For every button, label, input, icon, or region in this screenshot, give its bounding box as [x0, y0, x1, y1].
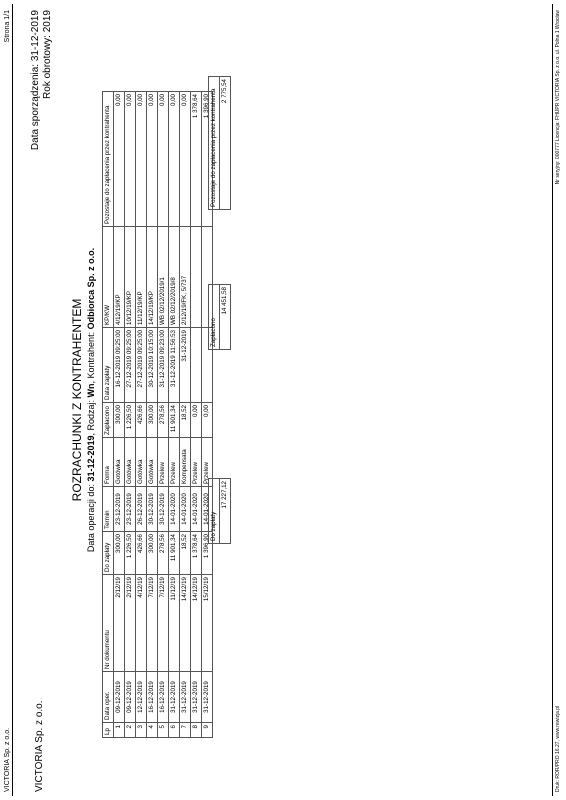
- table-cell: 16-12-2019: [158, 672, 169, 723]
- table-cell: Gotówka: [114, 438, 125, 487]
- table-cell: 30-12-2019: [147, 487, 158, 532]
- table-cell: 11/12/19/KP: [136, 227, 147, 328]
- table-cell: 30-12-2019 10:15:00: [147, 328, 158, 403]
- table-cell: 10/12/19/KP: [125, 227, 136, 328]
- table-cell: 1: [114, 723, 125, 738]
- table-cell: 31-12-2019: [180, 672, 191, 723]
- table-row: [136, 92, 147, 738]
- table-cell: Przelew: [202, 438, 213, 487]
- table-cell: 2/12/19/FK, 5/737: [180, 227, 191, 328]
- page-number: Strona 1/1: [4, 10, 11, 43]
- table-cell: 426,66: [136, 532, 147, 575]
- footer-right: Nr seryjny: 000777 Licencja: FHUPR VICTORIA Sp. z o.o. ul. Polna 1 Wrocław: [555, 10, 561, 185]
- table-cell: 14-01-2020: [202, 487, 213, 532]
- table-cell: 15/12/19: [202, 575, 213, 672]
- table-cell: Gotówka: [125, 438, 136, 487]
- table-cell: 0,00: [180, 92, 191, 227]
- table-cell: 2/12/19: [125, 575, 136, 672]
- table-cell: WB 02/12/2019/1: [158, 227, 169, 328]
- table-cell: 2/12/19: [114, 575, 125, 672]
- subtitle-prefix: Data operacji do:: [86, 481, 96, 553]
- subtitle-date: 31-12-2019: [86, 435, 96, 482]
- table-cell: 2: [125, 723, 136, 738]
- total-paid-box: [208, 284, 231, 350]
- table-cell: 0,00: [191, 403, 202, 438]
- company-name: VICTORIA Sp. z o.o.: [34, 700, 45, 792]
- table-cell: 14-01-2020: [191, 487, 202, 532]
- table-cell: 300,00: [114, 403, 125, 438]
- total-remaining-label: Pozostaje do zapłacenia przez kontrahenta: [209, 77, 220, 210]
- table-cell: 27-12-2019 09:25:00: [136, 328, 147, 403]
- table-cell: 1 378,64: [191, 92, 202, 227]
- table-cell: 1 396,90: [202, 92, 213, 227]
- table-cell: 300,00: [147, 532, 158, 575]
- header-company: VICTORIA Sp. z o.o.: [4, 727, 11, 792]
- table-row: [191, 92, 202, 738]
- footer-rule: [552, 4, 553, 796]
- subtitle-contractor: Odbiorca Sp. z o.o.: [86, 247, 96, 330]
- table-header-row: [103, 92, 114, 738]
- table-cell: 12-12-2019: [136, 672, 147, 723]
- table-cell: 26-12-2019: [136, 487, 147, 532]
- col-header-paid-date: Data zapłaty: [103, 328, 114, 403]
- table-cell: 0,00: [114, 92, 125, 227]
- date-made: Data sporządzenia: 31-12-2019: [30, 10, 41, 151]
- table-cell: 09-12-2019: [114, 672, 125, 723]
- table-cell: WB 02/12/2019/8: [169, 227, 180, 328]
- total-remaining-box: [208, 76, 231, 210]
- subtitle-mid2: , Kontrahent:: [86, 329, 96, 384]
- table-cell: 4/12/19: [136, 575, 147, 672]
- table-cell: 31-12-2019: [202, 672, 213, 723]
- table-cell: Kompensata: [180, 438, 191, 487]
- table-row: [114, 92, 125, 738]
- table-row: [147, 92, 158, 738]
- table-cell: 14/12/19/KP: [147, 227, 158, 328]
- table-cell: 09-12-2019: [125, 672, 136, 723]
- table-cell: 11/12/19: [169, 575, 180, 672]
- table-cell: 4/12/19/KP: [114, 227, 125, 328]
- table-cell: 278,56: [158, 532, 169, 575]
- table-cell: Gotówka: [136, 438, 147, 487]
- col-header-due: Do zapłaty: [103, 532, 114, 575]
- report-title: ROZRACHUNKI Z KONTRAHENTEM: [70, 298, 84, 502]
- table-cell: 8: [191, 723, 202, 738]
- table-cell: Przelew: [169, 438, 180, 487]
- table-cell: 23-12-2019: [125, 487, 136, 532]
- table-cell: 31-12-2019 09:23:00: [158, 328, 169, 403]
- total-due-box: [208, 478, 231, 544]
- col-header-doc: Nr dokumentu: [103, 575, 114, 672]
- fiscal-year: Rok obrotowy: 2019: [42, 10, 53, 99]
- col-header-remaining: Pozostaje do zapłacenia przez kontrahenta: [103, 92, 114, 227]
- table-cell: 9: [202, 723, 213, 738]
- table-cell: 14/12/19: [191, 575, 202, 672]
- table-cell: 1 226,50: [125, 403, 136, 438]
- col-header-lp: Lp: [103, 723, 114, 738]
- table-cell: 278,56: [158, 403, 169, 438]
- table-cell: 0,00: [169, 92, 180, 227]
- table-cell: 0,00: [202, 403, 213, 438]
- col-header-date: Data oper.: [103, 672, 114, 723]
- table-cell: 23-12-2019: [114, 487, 125, 532]
- table-cell: [191, 227, 202, 328]
- table-cell: 426,66: [136, 403, 147, 438]
- table-cell: 0,00: [147, 92, 158, 227]
- footer-left: Druk: ROR/PRO 16.27, www.rewizja.pl: [555, 705, 561, 792]
- subtitle-mid: , Rodzaj:: [86, 397, 96, 436]
- col-header-paid: Zapłacono: [103, 403, 114, 438]
- table-cell: 11 901,34: [169, 403, 180, 438]
- table-cell: 16-12-2019: [147, 672, 158, 723]
- table-cell: 5: [158, 723, 169, 738]
- col-header-kpkw: KP/KW: [103, 227, 114, 328]
- table-cell: Przelew: [191, 438, 202, 487]
- table-cell: 0,00: [125, 92, 136, 227]
- total-due-label: Do zapłaty: [209, 479, 220, 544]
- table-cell: 6: [169, 723, 180, 738]
- table-cell: 18,52: [180, 532, 191, 575]
- col-header-form: Forma: [103, 438, 114, 487]
- table-cell: 7/12/19: [158, 575, 169, 672]
- table-cell: 31-12-2019: [169, 672, 180, 723]
- total-paid-value: 14 451,58: [220, 285, 231, 350]
- table-cell: 0,00: [158, 92, 169, 227]
- table-row: [125, 92, 136, 738]
- table-cell: 14-01-2020: [180, 487, 191, 532]
- table-cell: 7: [180, 723, 191, 738]
- total-paid-label: Zapłacono: [209, 285, 220, 350]
- table-cell: 1 378,64: [191, 532, 202, 575]
- table-cell: Gotówka: [147, 438, 158, 487]
- table-cell: 14/12/19: [180, 575, 191, 672]
- table-cell: 31-12-2019 11:56:53: [169, 328, 180, 403]
- total-remaining-value: 2 775,54: [220, 77, 231, 210]
- table-cell: 30-12-2019: [158, 487, 169, 532]
- table-cell: 3: [136, 723, 147, 738]
- table-cell: 18,52: [180, 403, 191, 438]
- table-row: [169, 92, 180, 738]
- table-cell: 31-12-2019: [180, 328, 191, 403]
- table-cell: Przelew: [158, 438, 169, 487]
- table-cell: 4: [147, 723, 158, 738]
- settlements-table: [102, 91, 213, 738]
- table-cell: 0,00: [136, 92, 147, 227]
- table-cell: 11 901,34: [169, 532, 180, 575]
- table-cell: 1 396,90: [202, 532, 213, 575]
- total-due-value: 17 227,12: [220, 479, 231, 544]
- table-cell: 300,00: [114, 532, 125, 575]
- subtitle-kind: Wn: [86, 383, 96, 398]
- table-cell: 27-12-2019 09:25:00: [125, 328, 136, 403]
- table-row: [158, 92, 169, 738]
- col-header-term: Termin: [103, 487, 114, 532]
- table-cell: 14-01-2020: [169, 487, 180, 532]
- table-cell: 16-12-2019 09:25:00: [114, 328, 125, 403]
- header-rule: [12, 4, 13, 796]
- report-subtitle: [86, 0, 96, 800]
- table-cell: 300,00: [147, 403, 158, 438]
- table-row: [180, 92, 191, 738]
- table-cell: 1 226,50: [125, 532, 136, 575]
- table-cell: 31-12-2019: [191, 672, 202, 723]
- table-cell: 7/12/19: [147, 575, 158, 672]
- table-cell: [191, 328, 202, 403]
